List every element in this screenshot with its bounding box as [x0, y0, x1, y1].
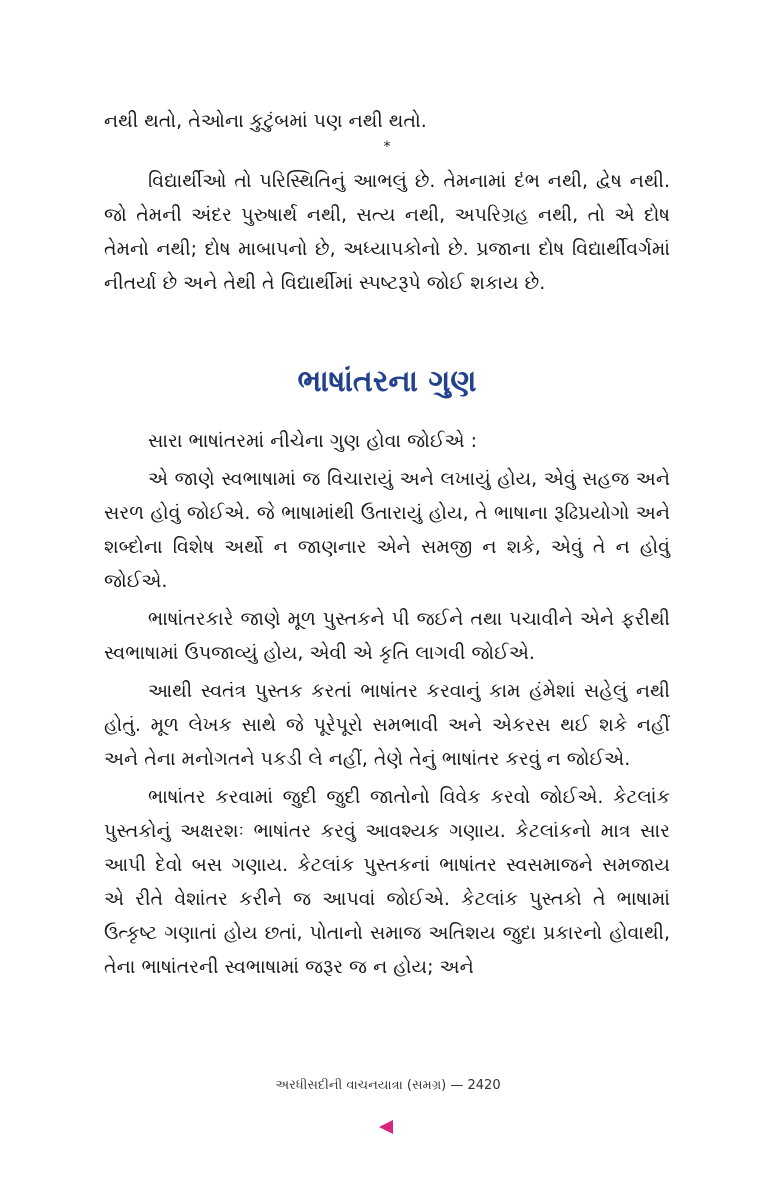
page-footer: અરધીસદીની વાચનયાત્રા (સમગ્ર) — 2420	[275, 1078, 501, 1093]
paragraph-students: વિદ્યાર્થીઓ તો પરિસ્થિતિનું આભલું છે. તેમનામાં દંભ નથી, દ્વેષ નથી. જો તેમની અંદર પુરુષાર્થ નથી, સત્ય નથી, અપરિગ્રહ નથી, તો એ દોષ તેમનો નથી; દોષ માબાપનો છે, અધ્યાપકોનો છે. પ્રજાના દોષ વિદ્યાર્થીવર્ગમાં નીતર્યા છે અને તેથી તે વિદ્યાર્થીમાં સ્પષ્ટરૂપે જોઈ શકાય છે.	[104, 170, 670, 294]
paragraph-quality-3: આથી સ્વતંત્ર પુસ્તક કરતાં ભાષાંતર કરવાનું કામ હંમેશાં સહેલું નથી હોતું. મૂળ લેખક સાથે જે પૂરેપૂરો સમભાવી અને એકરસ થઈ શકે નહીં અને તેના મનોગતને પકડી લે નહીં, તેણે તેનું ભાષાંતર કરવું ન જોઈએ.	[104, 680, 670, 770]
continuation-line: નથી થતો, તેઓના કુટુંબમાં પણ નથી થતો.	[104, 110, 427, 132]
paragraph-intro: સારા ભાષાંતરમાં નીચેના ગુણ હોવા જોઈએ :	[148, 430, 478, 452]
section-separator: *	[383, 139, 391, 155]
paragraph-quality-2: ભાષાંતરકારે જાણે મૂળ પુસ્તકને પી જઈને તથા પચાવીને એને ફરીથી સ્વભાષામાં ઉપજાવ્યું હોય, એવી એ કૃતિ લાગવી જોઈએ.	[104, 608, 670, 664]
previous-page-arrow-icon[interactable]	[379, 1120, 393, 1134]
paragraph-quality-4: ભાષાંતર કરવામાં જુદી જુદી જાતોનો વિવેક કરવો જોઈએ. કેટલાંક પુસ્તકોનું અક્ષરશઃ ભાષાંતર કરવું આવશ્યક ગણાય. કેટલાંકનો માત્ર સાર આપી દેવો બસ ગણાય. કેટલાંક પુસ્તકનાં ભાષાંતર સ્વસમાજને સમજાય એ રીતે વેશાંતર કરીને જ આપવાં જોઈએ. કેટલાંક પુસ્તકો તે ભાષામાં ઉત્કૃષ્ટ ગણાતાં હોય છતાં, પોતાનો સમાજ અતિશય જુદા પ્રકારનો હોવાથી, તેના ભાષાંતરની સ્વભાષામાં જરૂર જ ન હોય; અને	[104, 786, 670, 978]
page-content	[104, 104, 670, 984]
paragraph-quality-1: એ જાણે સ્વભાષામાં જ વિચારાયું અને લખાયું હોય, એવું સહજ અને સરળ હોવું જોઈએ. જે ભાષામાંથી ઉતારાયું હોય, તે ભાષાના રૂઢિપ્રયોગો અને શબ્દોના વિશેષ અર્થો ન જાણનાર એને સમજી ન શકે, એવું તે ન હોવું જોઈએ.	[104, 468, 670, 592]
section-title: ભાષાંતરના ગુણ	[297, 364, 477, 399]
